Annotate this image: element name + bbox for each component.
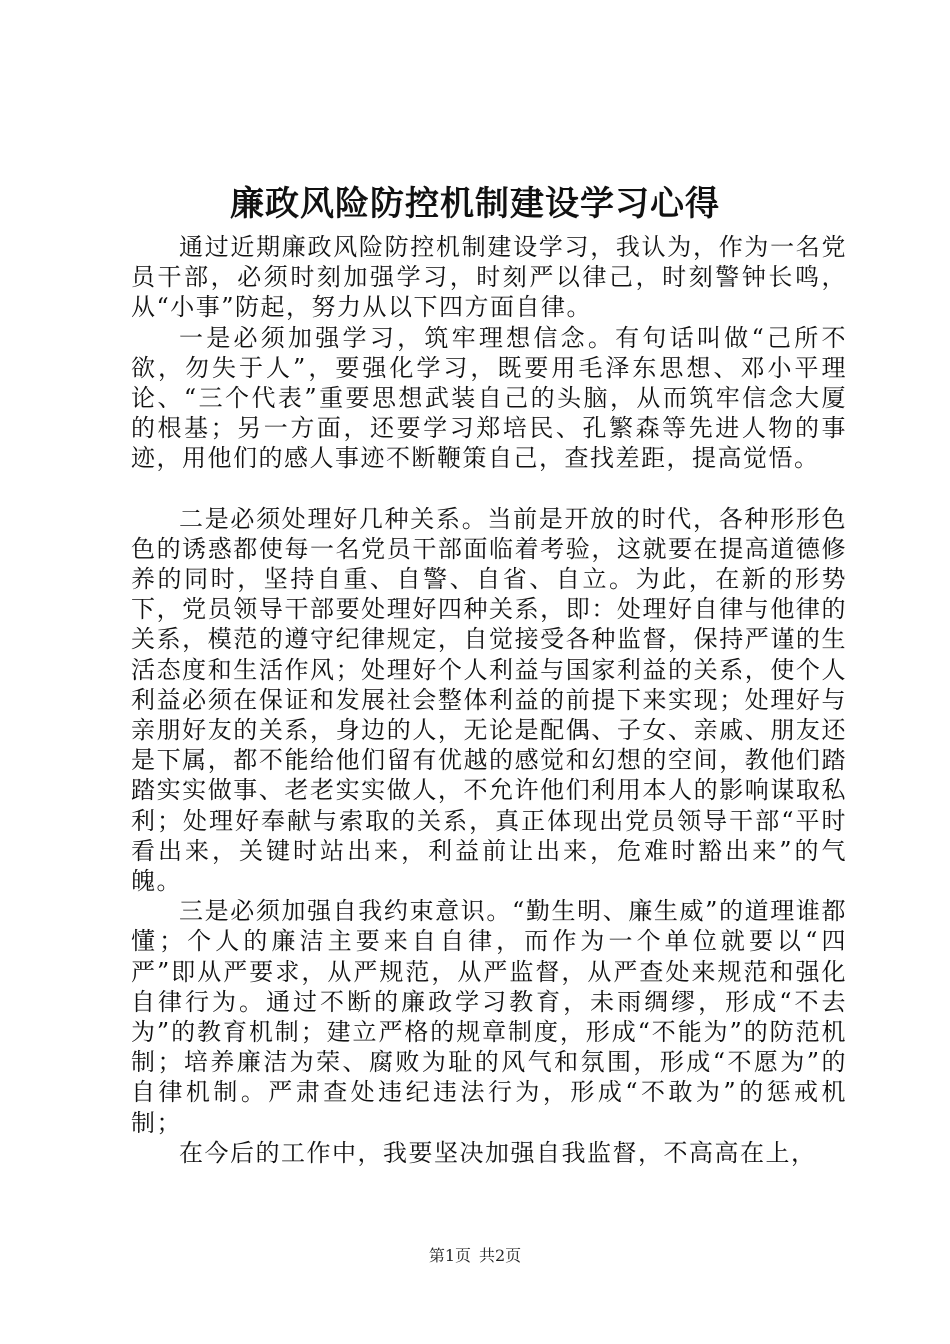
paragraph-intro: 通过近期廉政风险防控机制建设学习，我认为，作为一名党员干部，必须时刻加强学习，时刻严以律己，时刻警钟长鸣，从“小事”防起，努力从以下四方面自律。 bbox=[131, 233, 847, 322]
page-number-total: 共2页 bbox=[479, 1246, 522, 1265]
paragraph-closing: 在今后的工作中，我要坚决加强自我监督，不高高在上， bbox=[179, 1138, 817, 1167]
paragraph-point-two: 二是必须处理好几种关系。当前是开放的时代，各种形形色色的诱惑都使每一名党员干部面临着考验，这就要在提高道德修养的同时，坚持自重、自警、自省、自立。为此，在新的形势下，党员领导干部要处理好四种关系，即：处理好自律与他律的关系，模范的遵守纪律规定，自觉接受各种监督，保持严谨的生活态度和生活作风；处理好个人利益与国家利益的关系，使个人利益必须在保证和发展社会整体利益的前提下来实现；处理好与亲朋好友的关系，身边的人，无论是配偶、子女、亲戚、朋友还是下属，都不能给他们留有优越的感觉和幻想的空间，教他们踏踏实实做事、老老实实做人，不允许他们利用本人的影响谋取私利；处理好奉献与索取的关系，真正体现出党员领导干部“平时看出来，关键时站出来，利益前让出来，危难时豁出来”的气魄。 bbox=[131, 504, 847, 896]
page-number-current: 第1页 bbox=[428, 1246, 471, 1265]
paragraph-point-three: 三是必须加强自我约束意识。“勤生明、廉生威”的道理谁都懂；个人的廉洁主要来自自律，而作为一个单位就要以“四严”即从严要求，从严规范，从严监督，从严查处来规范和强化自律行为。通过不断的廉政学习教育，未雨绸缪，形成“不去为”的教育机制；建立严格的规章制度，形成“不能为”的防范机制；培养廉洁为荣、腐败为耻的风气和氛围，形成“不愿为”的自律机制。严肃查处违纪违法行为，形成“不敢为”的惩戒机制； bbox=[131, 897, 847, 1137]
page-footer bbox=[0, 1245, 950, 1267]
document-title: 廉政风险防控机制建设学习心得 bbox=[230, 184, 720, 224]
document-body bbox=[131, 232, 847, 1168]
paragraph-point-one: 一是必须加强学习，筑牢理想信念。有句话叫做“己所不欲，勿失于人”，要强化学习，既要用毛泽东思想、邓小平理论、“三个代表”重要思想武装自己的头脑，从而筑牢信念大厦的根基；另一方面，还要学习郑培民、孔繁森等先进人物的事迹，用他们的感人事迹不断鞭策自己，查找差距，提高觉悟。 bbox=[131, 323, 847, 473]
